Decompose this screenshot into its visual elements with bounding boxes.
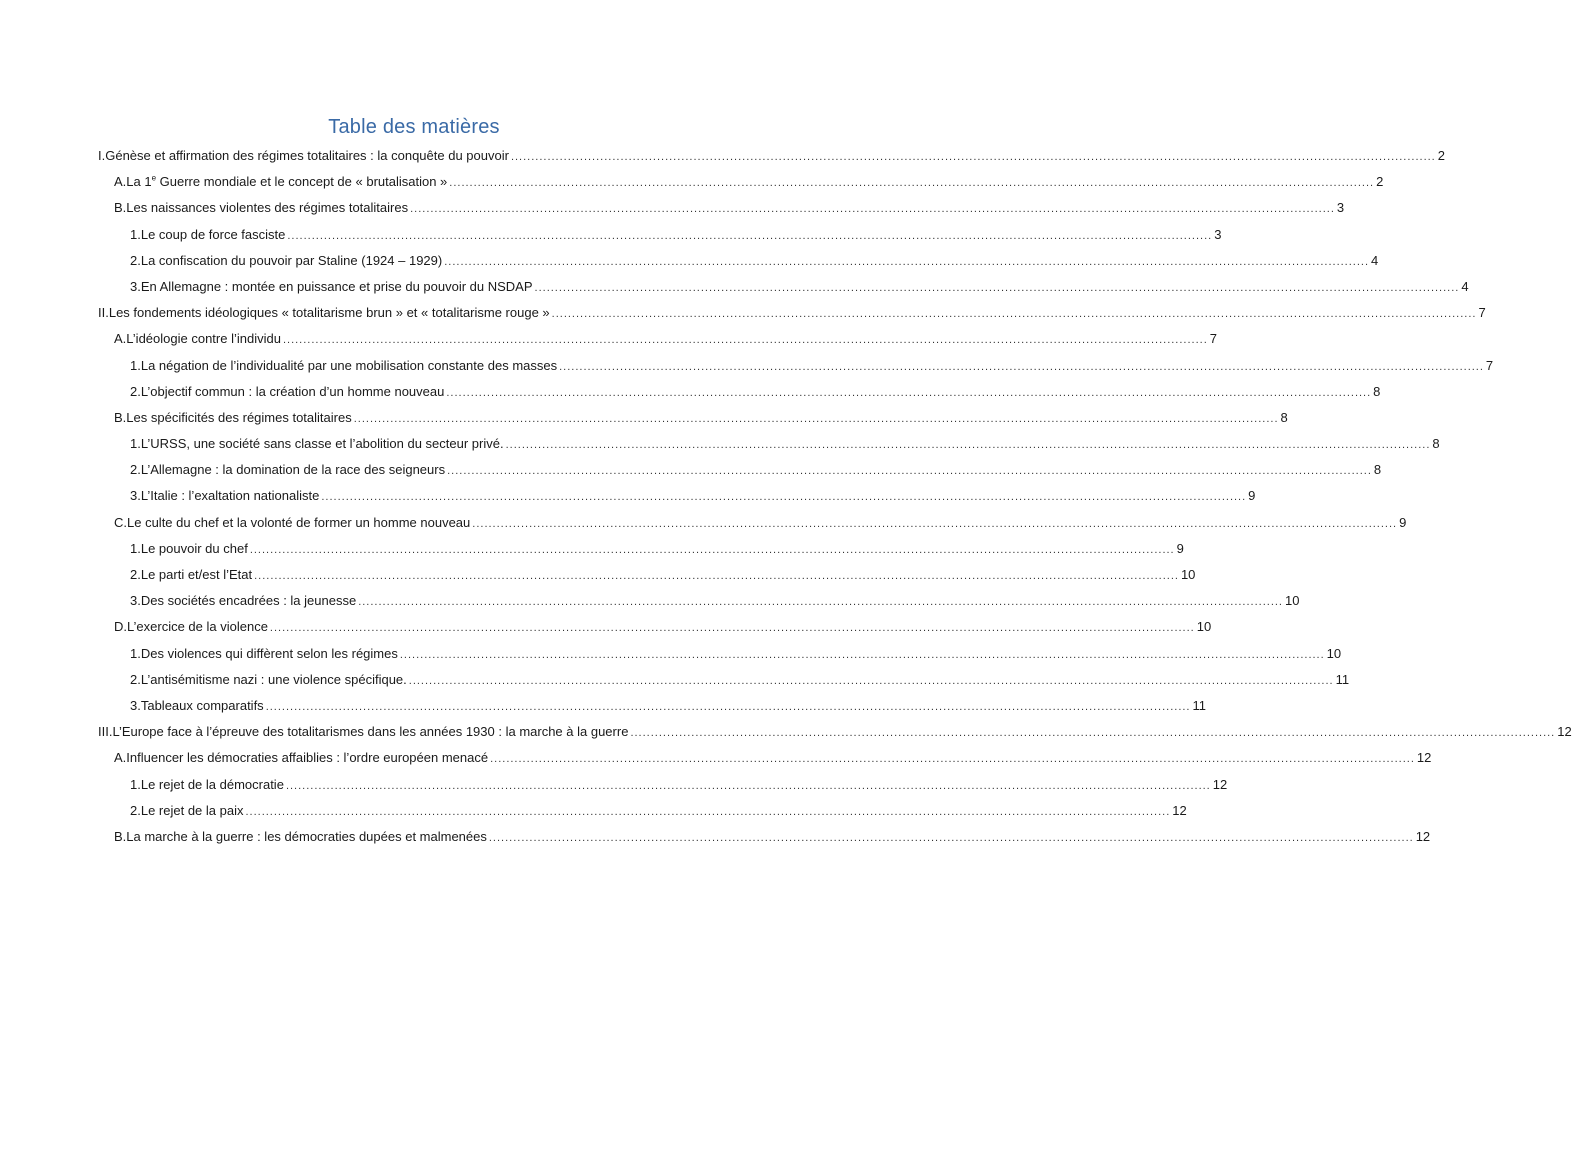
- dot-leader: [409, 668, 1334, 694]
- toc-entry[interactable]: [98, 326, 1217, 352]
- dot-leader: [400, 642, 1325, 668]
- toc-entry[interactable]: [98, 719, 1572, 745]
- dot-leader: [535, 275, 1460, 301]
- dot-leader: [250, 537, 1175, 563]
- dot-leader: [444, 249, 1369, 275]
- toc-page-number: 11: [1335, 671, 1350, 687]
- dot-leader: [254, 563, 1179, 589]
- dot-leader: [286, 773, 1211, 799]
- dot-leader: [321, 484, 1246, 510]
- toc-entry-title-part: A.La 1: [114, 174, 152, 190]
- toc-entry-title: 2.Le rejet de la paix: [130, 802, 244, 818]
- toc-entry-title: 3.Tableaux comparatifs: [130, 697, 264, 713]
- dot-leader: [354, 406, 1279, 432]
- toc-entry-title-part: Guerre mondiale et le concept de « brutalisation »: [156, 174, 448, 190]
- toc-entry[interactable]: [98, 143, 1445, 169]
- dot-leader: [490, 746, 1415, 772]
- dot-leader: [410, 196, 1335, 222]
- toc-page-number: 12: [1416, 750, 1432, 766]
- toc-entry[interactable]: [98, 483, 1256, 509]
- toc-page-number: 10: [1285, 593, 1300, 609]
- dot-leader: [245, 799, 1170, 825]
- toc-entry-title: 1.Des violences qui diffèrent selon les régimes: [130, 645, 398, 661]
- toc-entry-title: III.L’Europe face à l’épreuve des totalitarismes dans les années 1930 : la marche à la guerre: [98, 724, 629, 740]
- toc-entry-title: 1.Le pouvoir du chef: [130, 540, 248, 556]
- toc-page-number: 12: [1415, 828, 1431, 844]
- dot-leader: [511, 144, 1436, 170]
- toc-entry[interactable]: [98, 169, 1384, 195]
- toc-entry[interactable]: [98, 431, 1440, 457]
- toc-page-number: 2: [1376, 174, 1384, 190]
- toc-entry-title: B.La marche à la guerre : les démocraties dupées et malmenées: [114, 828, 487, 844]
- toc-entry-title: 2.L’Allemagne : la domination de la race des seigneurs: [130, 462, 446, 478]
- toc-entry-title: I.Génèse et affirmation des régimes totalitaires : la conquête du pouvoir: [98, 148, 509, 163]
- dot-leader: [270, 615, 1195, 641]
- toc-entry[interactable]: [98, 772, 1228, 798]
- toc-page-number: 12: [1557, 724, 1572, 740]
- dot-leader: [630, 720, 1555, 746]
- toc-entry-title: 2.La confiscation du pouvoir par Staline (1924 – 1929): [130, 252, 443, 268]
- toc-entry-title: II.Les fondements idéologiques « totalitarisme brun » et « totalitarisme rouge »: [98, 305, 550, 321]
- toc-entry[interactable]: [98, 353, 1494, 379]
- toc-page-number: 8: [1373, 383, 1381, 399]
- toc-page-number: 7: [1209, 331, 1217, 347]
- toc-entry[interactable]: [98, 745, 1432, 771]
- toc-entry[interactable]: [98, 824, 1431, 850]
- dot-leader: [446, 380, 1371, 406]
- toc-entry-title: 2.L’objectif commun : la création d’un homme nouveau: [130, 383, 445, 399]
- toc-page-number: 10: [1180, 567, 1196, 582]
- toc-entry[interactable]: [98, 274, 1469, 300]
- dot-leader: [552, 301, 1477, 327]
- toc-page-number: 9: [1399, 514, 1407, 530]
- toc-entry-title: 3.L’Italie : l’exaltation nationaliste: [130, 488, 320, 504]
- dot-leader: [447, 458, 1372, 484]
- dot-leader: [287, 223, 1212, 249]
- table-of-contents: [98, 143, 1572, 850]
- toc-page-number: 4: [1461, 278, 1469, 294]
- toc-entry-title: 1.La négation de l’individualité par une mobilisation constante des masses: [130, 357, 558, 373]
- toc-title: Table des matières: [328, 116, 500, 138]
- toc-entry[interactable]: [98, 536, 1184, 562]
- toc-entry[interactable]: [98, 562, 1196, 588]
- dot-leader: [489, 825, 1414, 851]
- toc-page-number: 11: [1192, 697, 1206, 713]
- dot-leader: [266, 694, 1191, 720]
- toc-entry[interactable]: [98, 195, 1345, 221]
- toc-page-number: 10: [1196, 619, 1212, 635]
- dot-leader: [358, 589, 1283, 615]
- toc-entry[interactable]: [98, 798, 1187, 824]
- toc-page-number: 12: [1212, 776, 1228, 792]
- superscript: e: [151, 173, 157, 183]
- toc-entry[interactable]: [98, 614, 1212, 640]
- toc-entry[interactable]: [98, 405, 1288, 431]
- dot-leader: [506, 432, 1431, 458]
- dot-leader: [449, 170, 1374, 196]
- toc-page-number: 2: [1437, 148, 1445, 163]
- toc-entry-title: 3.En Allemagne : montée en puissance et prise du pouvoir du NSDAP: [130, 278, 533, 294]
- toc-entry-title: D.L’exercice de la violence: [114, 619, 268, 635]
- toc-entry[interactable]: [98, 667, 1350, 693]
- dot-leader: [283, 327, 1208, 353]
- toc-entry-title: 1.Le coup de force fasciste: [130, 226, 286, 242]
- toc-page-number: 3: [1336, 200, 1345, 216]
- toc-entry-title: C.Le culte du chef et la volonté de former un homme nouveau: [114, 514, 471, 530]
- toc-entry[interactable]: [98, 693, 1206, 719]
- toc-entry[interactable]: [98, 588, 1300, 614]
- toc-page-number: 7: [1485, 357, 1494, 373]
- toc-page-number: 12: [1172, 802, 1187, 818]
- toc-entry[interactable]: [98, 379, 1381, 405]
- toc-page-number: 4: [1371, 252, 1379, 268]
- toc-page-number: 3: [1214, 226, 1222, 242]
- toc-page-number: 10: [1326, 645, 1342, 661]
- toc-entry-title: A.L’idéologie contre l’individu: [114, 331, 281, 347]
- toc-entry-title: 1.L’URSS, une société sans classe et l’abolition du secteur privé.: [130, 436, 504, 452]
- toc-page-number: 9: [1176, 540, 1184, 556]
- toc-page-number: 9: [1248, 488, 1256, 504]
- toc-page-number: 7: [1478, 305, 1486, 321]
- toc-entry[interactable]: [98, 641, 1342, 667]
- toc-entry-title: B.Les spécificités des régimes totalitaires: [114, 409, 352, 425]
- toc-entry[interactable]: [98, 248, 1379, 274]
- toc-entry-title: 3.Des sociétés encadrées : la jeunesse: [130, 593, 357, 609]
- toc-entry-title: [114, 169, 447, 195]
- toc-page-number: 8: [1373, 462, 1382, 478]
- toc-entry-title: B.Les naissances violentes des régimes totalitaires: [114, 200, 409, 216]
- dot-leader: [472, 511, 1397, 537]
- toc-entry[interactable]: [98, 457, 1382, 483]
- toc-entry-title: 2.L’antisémitisme nazi : une violence spécifique.: [130, 671, 407, 687]
- toc-page-number: 8: [1432, 436, 1440, 452]
- toc-entry[interactable]: [98, 300, 1486, 326]
- dot-leader: [559, 354, 1484, 380]
- toc-entry-title: 1.Le rejet de la démocratie: [130, 776, 284, 792]
- toc-page-number: 8: [1280, 409, 1288, 425]
- toc-entry-title: 2.Le parti et/est l’Etat: [130, 567, 253, 582]
- toc-entry-title: A.Influencer les démocraties affaiblies : l’ordre européen menacé: [114, 750, 489, 766]
- toc-entry[interactable]: [98, 222, 1222, 248]
- toc-entry[interactable]: [98, 510, 1407, 536]
